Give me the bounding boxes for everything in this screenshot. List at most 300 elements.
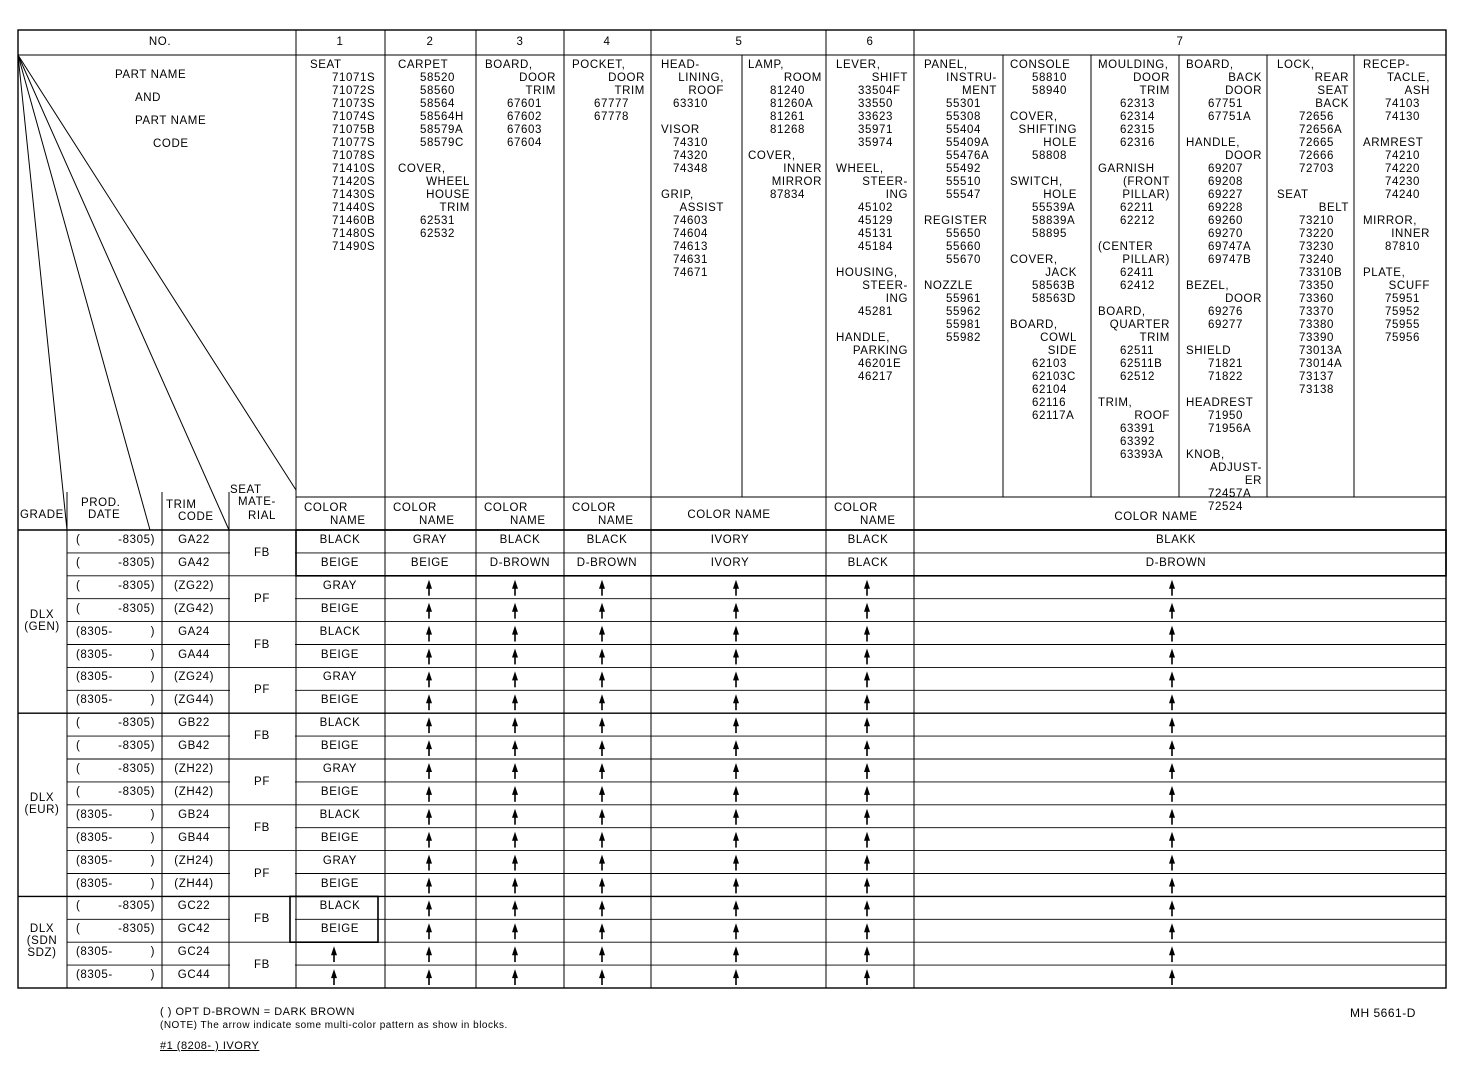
part-list-c7a <box>924 59 997 345</box>
part-gap <box>1010 306 1077 319</box>
part-code: 74613 <box>673 241 708 253</box>
column-number-5: 5 <box>735 36 743 48</box>
part-list-c1 <box>310 59 380 254</box>
pattern-arrow-head <box>1169 626 1175 635</box>
part-name: INSTRU- <box>946 72 997 84</box>
part-code: 75951 <box>1385 293 1420 305</box>
part-code: 71072S <box>332 85 376 97</box>
part-code: 58579C <box>420 137 464 149</box>
part-code: 58895 <box>1032 228 1067 240</box>
pattern-arrow-head <box>512 923 518 932</box>
color-cell-c1: GRAY <box>322 671 358 684</box>
part-name: STEER- <box>862 176 908 188</box>
part-code: 73350 <box>1299 280 1334 292</box>
part-name: PILLAR) <box>1122 189 1170 201</box>
part-code: 55962 <box>946 306 981 318</box>
color-cell-c1: BEIGE <box>320 556 360 569</box>
pattern-arrow-head <box>864 900 870 909</box>
part-gap <box>924 202 997 215</box>
part-name: HOUSING, <box>836 267 898 279</box>
prod-date-cell: -8305) <box>118 579 155 592</box>
color-cell-c6: BLACK <box>847 556 889 569</box>
pattern-arrow-head <box>512 855 518 864</box>
part-code: 73380 <box>1299 319 1334 331</box>
part-code: 55539A <box>1032 202 1076 214</box>
part-code: 55981 <box>946 319 981 331</box>
pattern-arrow-head <box>864 649 870 658</box>
part-list-c7e <box>1277 59 1349 397</box>
part-name: ASH <box>1404 85 1430 97</box>
part-name: COVER, <box>1010 254 1058 266</box>
part-name: BOARD, <box>485 59 533 71</box>
pattern-arrow-head <box>599 969 605 978</box>
part-code: 69277 <box>1208 319 1243 331</box>
part-name: TRIM <box>614 85 645 97</box>
color-cell-c5: IVORY <box>710 534 750 546</box>
part-code: 72703 <box>1299 163 1334 175</box>
seat-material-cell: FB <box>254 546 270 559</box>
part-code: 55404 <box>946 124 981 136</box>
pattern-arrow-head <box>426 923 432 932</box>
color-cell-c1: BEIGE <box>320 740 360 753</box>
part-code: 73137 <box>1299 371 1334 383</box>
prod-date-cell: ) <box>150 877 155 890</box>
part-name: BEZEL, <box>1186 280 1230 292</box>
part-name: HOLE <box>1043 189 1077 201</box>
part-name: BOARD, <box>1010 319 1058 331</box>
part-name: HOLE <box>1043 137 1077 149</box>
color-cell-c4: BLACK <box>586 534 628 546</box>
pattern-arrow-head <box>864 626 870 635</box>
prod-date-cell: (8305- <box>76 946 113 959</box>
pattern-arrow-head <box>426 626 432 635</box>
part-name: SIDE <box>1047 345 1077 357</box>
prod-date-label: PROD. <box>81 497 121 509</box>
prod-date-cell: (8305- <box>76 671 113 684</box>
part-name: PARKING <box>852 345 908 357</box>
part-code: 45129 <box>858 215 893 227</box>
part-code: 74230 <box>1385 176 1420 188</box>
part-code: 45281 <box>858 306 893 318</box>
part-code: 67601 <box>507 98 542 110</box>
part-code: 63393A <box>1120 449 1164 461</box>
color-name-header: COLOR <box>834 502 878 514</box>
pattern-arrow-head <box>599 878 605 887</box>
part-code: 73310B <box>1299 267 1343 279</box>
trim-code-cell: GB42 <box>178 740 210 753</box>
part-name: HANDLE, <box>836 332 891 344</box>
trim-code-cell: GA22 <box>178 534 210 546</box>
part-name: PANEL, <box>924 59 968 71</box>
part-code: 62531 <box>420 215 455 227</box>
trim-code-cell: GC42 <box>177 923 211 936</box>
trim-code-label: TRIM <box>166 499 197 511</box>
prod-date-cell: ) <box>150 946 155 959</box>
part-code: 62511 <box>1120 345 1155 357</box>
part-code: 62116 <box>1032 397 1067 409</box>
part-code: 58579A <box>420 124 464 136</box>
part-code: 71071S <box>332 72 376 84</box>
color-cell-c3: D-BROWN <box>489 556 551 569</box>
part-name: MOULDING, <box>1098 59 1169 71</box>
seat-material-cell: FB <box>254 638 270 651</box>
part-name: PLATE, <box>1363 267 1406 279</box>
footer-footnote: #1 (8208- ) IVORY <box>160 1040 260 1052</box>
part-name: INNER <box>1391 228 1430 240</box>
part-code: 74320 <box>673 150 708 162</box>
part-name: DOOR <box>608 72 645 84</box>
part-gap <box>661 111 724 124</box>
part-name: HEADREST <box>1186 397 1254 409</box>
color-name-header: NAME <box>510 515 546 527</box>
part-code: 72665 <box>1299 137 1334 149</box>
part-name: ASSIST <box>679 202 724 214</box>
part-code: 55961 <box>946 293 981 305</box>
part-code: 74310 <box>673 137 708 149</box>
header-diagonal-3 <box>18 55 150 530</box>
pattern-arrow-head <box>733 763 739 772</box>
color-cell-c1: GRAY <box>322 579 358 592</box>
trim-code-cell: (ZH22) <box>174 763 214 775</box>
part-code: 62315 <box>1120 124 1155 136</box>
pattern-arrow-head <box>1169 900 1175 909</box>
no-label: NO. <box>148 36 172 48</box>
part-name: KNOB, <box>1186 449 1225 461</box>
part-gap <box>1098 150 1170 163</box>
part-name: SHIFTING <box>1018 124 1077 136</box>
color-cell-c3: BLACK <box>499 534 541 546</box>
part-name: SWITCH, <box>1010 176 1063 188</box>
part-code: 71480S <box>332 228 376 240</box>
pattern-arrow-head <box>331 946 337 955</box>
pattern-arrow-head <box>426 900 432 909</box>
part-name: DOOR <box>1225 150 1262 162</box>
part-list-c7b <box>1010 59 1077 423</box>
pattern-arrow-head <box>512 832 518 841</box>
pattern-arrow-head <box>1169 580 1175 589</box>
part-name: SCUFF <box>1388 280 1430 292</box>
part-name: SHIFT <box>871 72 908 84</box>
part-list-c6 <box>836 59 908 384</box>
trim-code-cell: GC24 <box>177 946 211 959</box>
part-gap <box>836 150 908 163</box>
part-code: 55660 <box>946 241 981 253</box>
part-name: COVER, <box>748 150 796 162</box>
part-gap <box>1010 163 1077 176</box>
color-cell-c1: BEIGE <box>320 785 360 798</box>
prod-date-cell: ( <box>76 556 81 569</box>
prod-date-cell: ( <box>76 740 81 753</box>
pattern-arrow-head <box>426 740 432 749</box>
trim-code-cell: GA44 <box>178 648 210 661</box>
prod-date-cell: (8305- <box>76 808 113 821</box>
pattern-arrow-head <box>864 809 870 818</box>
part-code: 63392 <box>1120 436 1155 448</box>
part-gap <box>1186 267 1262 280</box>
part-code: 74348 <box>673 163 708 175</box>
part-code: 67751A <box>1208 111 1252 123</box>
color-name-header: COLOR <box>484 502 528 514</box>
pattern-arrow-head <box>599 603 605 612</box>
part-name: POCKET, <box>572 59 626 71</box>
part-name: TACLE, <box>1386 72 1430 84</box>
footer-legend: ( ) OPT D-BROWN = DARK BROWN <box>160 1006 355 1018</box>
trim-code-cell: (ZH44) <box>174 877 214 890</box>
pattern-arrow-head <box>733 923 739 932</box>
part-name: ADJUST- <box>1209 462 1262 474</box>
part-name: INNER <box>783 163 822 175</box>
pattern-arrow-head <box>733 626 739 635</box>
prod-date-cell: ) <box>150 694 155 707</box>
part-code: 45184 <box>858 241 893 253</box>
part-code: 71074S <box>332 111 376 123</box>
pattern-arrow-head <box>599 626 605 635</box>
part-name: VISOR <box>661 124 700 136</box>
part-code: 58563B <box>1032 280 1076 292</box>
part-code: 62412 <box>1120 280 1155 292</box>
part-name: PILLAR) <box>1122 254 1170 266</box>
pattern-arrow-head <box>864 969 870 978</box>
seat-material-cell: PF <box>254 592 270 605</box>
part-list-c7c <box>1098 59 1170 462</box>
pattern-arrow-head <box>426 809 432 818</box>
header-diagonal-2 <box>18 55 67 530</box>
pattern-arrow-head <box>864 671 870 680</box>
trim-code-cell: (ZG42) <box>173 602 215 615</box>
pattern-arrow-head <box>1169 809 1175 818</box>
color-cell-c2: GRAY <box>412 534 448 546</box>
pattern-arrow-head <box>512 694 518 703</box>
pattern-arrow-head <box>733 694 739 703</box>
pattern-arrow-head <box>331 969 337 978</box>
prod-date-cell: ) <box>150 625 155 638</box>
part-name: QUARTER <box>1109 319 1170 331</box>
part-code: 63391 <box>1120 423 1155 435</box>
part-name: CONSOLE <box>1010 59 1071 71</box>
part-code: 74603 <box>673 215 708 227</box>
column-number-4: 4 <box>603 36 611 48</box>
color-name-header: NAME <box>419 515 455 527</box>
part-list-c5b <box>748 59 822 202</box>
seat-material-cell: FB <box>254 959 270 972</box>
pattern-arrow-head <box>512 786 518 795</box>
part-code: 67777 <box>594 98 629 110</box>
part-code: 62212 <box>1120 215 1155 227</box>
part-gap <box>1186 332 1262 345</box>
part-code: 69208 <box>1208 176 1243 188</box>
part-code: 71821 <box>1208 358 1243 370</box>
trim-code-cell: (ZG44) <box>173 694 215 707</box>
part-name: LEVER, <box>836 59 881 71</box>
color-name-header: NAME <box>330 515 366 527</box>
trim-code-cell: (ZG22) <box>173 579 215 592</box>
part-name: HOUSE <box>426 189 470 201</box>
part-name: TRIM <box>439 202 470 214</box>
prod-date-cell: ( <box>76 763 81 775</box>
part-code: 71460B <box>332 215 376 227</box>
pattern-arrow-head <box>733 900 739 909</box>
color-name-header: COLOR <box>304 502 348 514</box>
pattern-arrow-head <box>426 946 432 955</box>
seat-material-cell: FB <box>254 821 270 834</box>
prod-date-cell: (8305- <box>76 877 113 890</box>
part-gap <box>836 254 908 267</box>
part-code: 72524 <box>1208 501 1243 513</box>
part-name: MIRROR <box>771 176 822 188</box>
part-code: 62211 <box>1120 202 1155 214</box>
grade-label: GRADE <box>20 509 64 521</box>
prod-date-cell: -8305) <box>118 740 155 753</box>
prod-date-cell: -8305) <box>118 763 155 775</box>
prod-date-cell: ( <box>76 534 81 546</box>
part-name: ING <box>885 293 908 305</box>
pattern-arrow-head <box>512 900 518 909</box>
part-name: SEAT <box>1317 85 1349 97</box>
part-gap <box>661 176 724 189</box>
color-name-header: NAME <box>860 515 896 527</box>
trim-code-cell: GC44 <box>177 969 211 982</box>
pattern-arrow-head <box>599 580 605 589</box>
part-code: 71073S <box>332 98 376 110</box>
part-code: 46201E <box>858 358 902 370</box>
part-name: MIRROR, <box>1363 215 1418 227</box>
part-code: 67604 <box>507 137 542 149</box>
color-cell-c1: BEIGE <box>320 648 360 661</box>
pattern-arrow-head <box>733 855 739 864</box>
part-code: 71075B <box>332 124 376 136</box>
column-number-2: 2 <box>426 36 434 48</box>
part-code: 74671 <box>673 267 708 279</box>
part-code: 73210 <box>1299 215 1334 227</box>
pattern-arrow-head <box>599 900 605 909</box>
pattern-arrow-head <box>1169 603 1175 612</box>
part-gap <box>748 137 822 150</box>
part-code: 69228 <box>1208 202 1243 214</box>
pattern-arrow-head <box>512 580 518 589</box>
part-code: 71430S <box>332 189 376 201</box>
prod-date-cell: -8305) <box>118 785 155 798</box>
pattern-arrow-head <box>599 832 605 841</box>
color-name-header: COLOR NAME <box>1114 511 1198 523</box>
part-code: 55476A <box>946 150 990 162</box>
part-code: 33623 <box>858 111 893 123</box>
color-cell-c1: BEIGE <box>320 694 360 707</box>
part-code: 46217 <box>858 371 893 383</box>
part-code: 71410S <box>332 163 376 175</box>
part-code: 58564 <box>420 98 455 110</box>
pattern-arrow-head <box>599 671 605 680</box>
part-name: WHEEL, <box>836 163 884 175</box>
pattern-arrow-head <box>599 740 605 749</box>
pattern-arrow-head <box>1169 740 1175 749</box>
part-code: 71440S <box>332 202 376 214</box>
trim-code-cell: (ZG24) <box>173 671 215 684</box>
pattern-arrow-head <box>1169 969 1175 978</box>
part-name: COVER, <box>398 163 446 175</box>
part-code: 55670 <box>946 254 981 266</box>
part-code: 71956A <box>1208 423 1252 435</box>
part-name-header-line: CODE <box>153 138 189 150</box>
pattern-arrow-head <box>599 717 605 726</box>
color-name-header: COLOR NAME <box>687 509 771 521</box>
part-code: 67603 <box>507 124 542 136</box>
part-code: 69207 <box>1208 163 1243 175</box>
pattern-arrow-head <box>733 717 739 726</box>
part-code: 73138 <box>1299 384 1334 396</box>
part-name: SEAT <box>310 59 342 71</box>
pattern-arrow-head <box>1169 763 1175 772</box>
prod-date-cell: -8305) <box>118 534 155 546</box>
pattern-arrow-head <box>1169 671 1175 680</box>
part-list-c2 <box>398 59 470 241</box>
trim-code-cell: (ZH24) <box>174 854 214 867</box>
prod-date-cell: (8305- <box>76 648 113 661</box>
color-cell-c1: BLACK <box>319 808 361 821</box>
pattern-arrow-head <box>599 649 605 658</box>
pattern-arrow-head <box>733 786 739 795</box>
part-name: BACK <box>1315 98 1349 110</box>
pattern-arrow-head <box>733 671 739 680</box>
part-name: NOZZLE <box>924 280 973 292</box>
part-name-header-line: PART NAME <box>135 115 207 127</box>
part-code: 45102 <box>858 202 893 214</box>
part-code: 55547 <box>946 189 981 201</box>
part-name: LOCK, <box>1277 59 1315 71</box>
pattern-arrow-head <box>864 717 870 726</box>
pattern-arrow-head <box>512 671 518 680</box>
part-code: 74130 <box>1385 111 1420 123</box>
part-name-header-line: AND <box>135 92 162 104</box>
prod-date-cell: (8305- <box>76 831 113 844</box>
part-code: 62313 <box>1120 98 1155 110</box>
part-gap <box>1010 241 1077 254</box>
pattern-arrow-head <box>864 878 870 887</box>
part-code: 81240 <box>770 85 805 97</box>
part-code: 73360 <box>1299 293 1334 305</box>
pattern-arrow-head <box>512 946 518 955</box>
seat-material-cell: PF <box>254 684 270 697</box>
part-code: 67751 <box>1208 98 1243 110</box>
part-name: DOOR <box>519 72 556 84</box>
pattern-arrow-head <box>733 946 739 955</box>
color-cell-c1: BLACK <box>319 625 361 638</box>
seat-material-cell: PF <box>254 867 270 880</box>
part-code: 33550 <box>858 98 893 110</box>
part-code: 71490S <box>332 241 376 253</box>
part-code: 55409A <box>946 137 990 149</box>
pattern-arrow-head <box>512 740 518 749</box>
part-gap <box>1098 293 1170 306</box>
prod-date-cell: -8305) <box>118 556 155 569</box>
part-gap <box>1186 384 1262 397</box>
pattern-arrow-head <box>512 809 518 818</box>
part-name: CARPET <box>398 59 449 71</box>
part-code: 73230 <box>1299 241 1334 253</box>
part-code: 87810 <box>1385 241 1420 253</box>
part-code: 58564H <box>420 111 464 123</box>
part-name: ROOM <box>783 72 822 84</box>
prod-date-cell: ) <box>150 808 155 821</box>
part-name: COWL <box>1040 332 1077 344</box>
pattern-arrow-head <box>733 969 739 978</box>
part-code: 81260A <box>770 98 814 110</box>
pattern-arrow-head <box>512 763 518 772</box>
pattern-arrow-head <box>426 580 432 589</box>
part-code: 75956 <box>1385 332 1420 344</box>
grade-3: (SDN <box>26 934 58 947</box>
part-list-c4 <box>572 59 645 124</box>
pattern-arrow-head <box>426 786 432 795</box>
